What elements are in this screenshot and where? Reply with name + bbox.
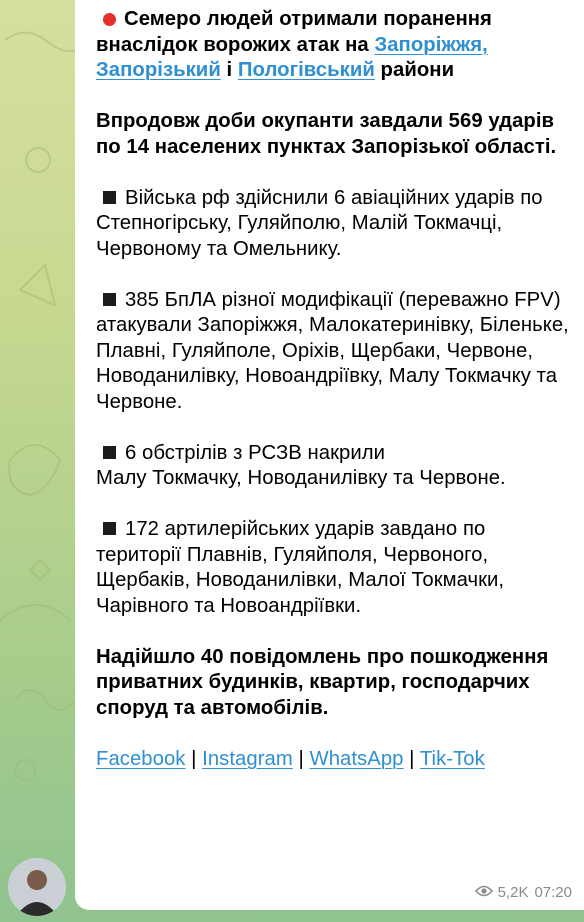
message-body — [96, 7, 576, 772]
mlrs-text-line1: 6 обстрілів з РСЗВ накрили — [125, 441, 386, 464]
mlrs-text-line2: Малу Токмачку, Новоданилівку та Червоне. — [96, 467, 506, 489]
paragraph-air-strikes — [96, 186, 576, 263]
black-square-icon — [103, 293, 116, 306]
separator: | — [298, 747, 304, 770]
social-links — [96, 747, 576, 773]
black-square-icon — [103, 191, 116, 204]
black-square-icon — [103, 522, 116, 535]
districts-text: райони — [380, 59, 455, 81]
separator: | — [409, 747, 415, 770]
paragraph-mlrs — [96, 441, 576, 492]
view-count: 5,2K — [497, 884, 529, 901]
paragraph-strikes-total: Впродовж доби окупанти завдали 569 ударів по 14 населених пунктах Запорізької області. — [96, 110, 557, 158]
link-zaporizkyi[interactable]: Запорізький — [96, 59, 221, 81]
message-meta — [475, 884, 572, 901]
link-whatsapp[interactable]: WhatsApp — [309, 747, 404, 770]
and-text: і — [226, 59, 233, 81]
link-instagram[interactable]: Instagram — [202, 747, 293, 770]
black-square-icon — [103, 446, 116, 459]
link-tiktok[interactable]: Tik-Tok — [419, 747, 485, 770]
separator: | — [191, 747, 197, 770]
link-polohivskyi[interactable]: Пологівський — [237, 59, 375, 81]
link-facebook[interactable]: Facebook — [96, 747, 186, 770]
channel-avatar[interactable] — [8, 858, 66, 916]
air-strikes-text: Війська рф здійснили 6 авіаційних ударів по Степногірську, Гуляйполю, Малій Токмачці, Червоному та Омельнику. — [96, 186, 543, 260]
paragraph-damage-reports: Надійшло 40 повідомлень про пошкодження приватних будинків, квартир, господарчих споруд та автомобілів. — [96, 645, 549, 719]
drones-text: 385 БпЛА різної модифікації (переважно FPV) атакували Запоріжжя, Малокатеринівку, Біленьке, Плавні, Гуляйполе, Оріхів, Щербаки, Червоне, Новоданилівку, Новоандріївку, Малу Токмачку та Червоне. — [96, 288, 569, 413]
paragraph-casualties — [96, 7, 576, 84]
message-bubble — [75, 0, 584, 910]
paragraph-drones — [96, 288, 576, 416]
artillery-text: 172 артилерійських ударів завдано по території Плавнів, Гуляйполя, Червоного, Щербаків, Новоданилівки, Малої Токмачки, Чарівного та Новоандріївки. — [96, 518, 505, 617]
message-time: 07:20 — [534, 884, 572, 901]
paragraph-artillery — [96, 517, 576, 619]
eye-icon — [475, 884, 493, 901]
red-circle-icon — [103, 13, 116, 26]
avatar-photo — [8, 858, 66, 916]
link-zaporizhzhia[interactable]: Запоріжжя, — [374, 33, 488, 56]
background-doodles — [0, 0, 75, 922]
casualties-text: Семеро людей отримали поранення внаслідок ворожих атак на — [96, 8, 492, 56]
